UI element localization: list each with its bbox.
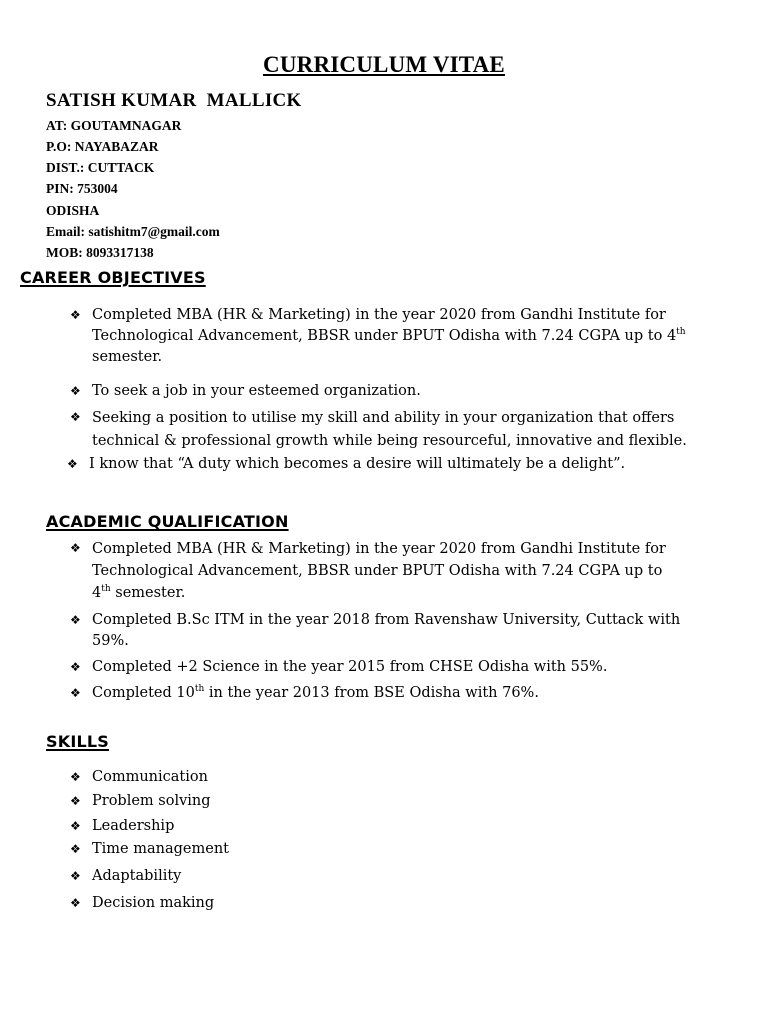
diamond-dots-icon: ❖ [70, 770, 81, 784]
skills-heading: SKILLS [46, 732, 109, 751]
skill-label: Leadership [92, 818, 175, 834]
list-item-line: 59%. [92, 633, 129, 649]
person-name: SATISH KUMAR MALLICK [46, 90, 302, 111]
list-item [70, 610, 681, 652]
list-item [70, 767, 208, 788]
list-item-line: Completed MBA (HR & Marketing) in the year 2020 from Gandhi Institute for [92, 307, 666, 323]
list-item-line: To seek a job in your esteemed organization. [92, 383, 421, 399]
pin-line: PIN: 753004 [46, 181, 118, 196]
list-item-line: I know that “A duty which becomes a desire will ultimately be a delight”. [89, 456, 626, 472]
district-line: DIST.: CUTTACK [46, 160, 155, 175]
diamond-dots-icon: ❖ [70, 794, 81, 808]
post-office-line: P.O: NAYABAZAR [46, 139, 159, 154]
diamond-dots-icon: ❖ [70, 384, 81, 398]
list-item [70, 893, 215, 914]
diamond-dots-icon: ❖ [67, 457, 78, 471]
list-item-line: Seeking a position to utilise my skill and ability in your organization that offers [92, 410, 675, 426]
list-item [70, 816, 175, 837]
state-line: ODISHA [46, 203, 100, 218]
career-objectives-heading: CAREER OBJECTIVES [20, 268, 206, 287]
diamond-dots-icon: ❖ [70, 842, 81, 856]
diamond-dots-icon: ❖ [70, 410, 81, 424]
list-item-line: Technological Advancement, BBSR under BPUT Odisha with 7.24 CGPA up to 4th [92, 327, 686, 344]
mobile-line: MOB: 8093317138 [46, 245, 154, 260]
skill-label: Time management [92, 841, 229, 857]
list-item-line: 4th semester. [92, 584, 186, 601]
list-item [70, 791, 211, 812]
list-item [70, 381, 421, 402]
email-line: Email: satishitm7@gmail.com [46, 224, 220, 239]
superscript: th [676, 327, 686, 338]
superscript: th [101, 584, 111, 595]
list-item-line: technical & professional growth while being resourceful, innovative and flexible. [92, 433, 687, 449]
document-title: CURRICULUM VITAE [263, 52, 505, 77]
diamond-dots-icon: ❖ [70, 819, 81, 833]
diamond-dots-icon: ❖ [70, 308, 81, 322]
diamond-dots-icon: ❖ [70, 541, 81, 555]
diamond-dots-icon: ❖ [70, 896, 81, 910]
skill-label: Adaptability [92, 868, 182, 884]
list-item [70, 407, 687, 453]
list-item-line: Completed 10th in the year 2013 from BSE Odisha with 76%. [92, 684, 539, 701]
skill-label: Communication [92, 769, 208, 785]
list-item-line: Technological Advancement, BBSR under BPUT Odisha with 7.24 CGPA up to [92, 563, 663, 579]
list-item-line: Completed MBA (HR & Marketing) in the year 2020 from Gandhi Institute for [92, 541, 666, 557]
skill-label: Decision making [92, 895, 215, 911]
list-item [70, 305, 686, 368]
list-item [70, 538, 666, 604]
diamond-dots-icon: ❖ [70, 660, 81, 674]
diamond-dots-icon: ❖ [70, 613, 81, 627]
list-item [70, 866, 182, 887]
skill-label: Problem solving [92, 793, 211, 809]
diamond-dots-icon: ❖ [70, 869, 81, 883]
list-item-line: semester. [92, 349, 163, 365]
list-item [70, 657, 608, 678]
list-item-line: Completed +2 Science in the year 2015 from CHSE Odisha with 55%. [92, 659, 608, 675]
superscript: th [194, 684, 205, 695]
list-item [67, 454, 626, 475]
list-item [70, 839, 229, 860]
list-item-line: Completed B.Sc ITM in the year 2018 from Ravenshaw University, Cuttack with [92, 612, 681, 628]
address-line: AT: GOUTAMNAGAR [46, 118, 182, 133]
academic-qualification-heading: ACADEMIC QUALIFICATION [46, 512, 289, 531]
diamond-dots-icon: ❖ [70, 686, 81, 700]
list-item [70, 683, 539, 704]
